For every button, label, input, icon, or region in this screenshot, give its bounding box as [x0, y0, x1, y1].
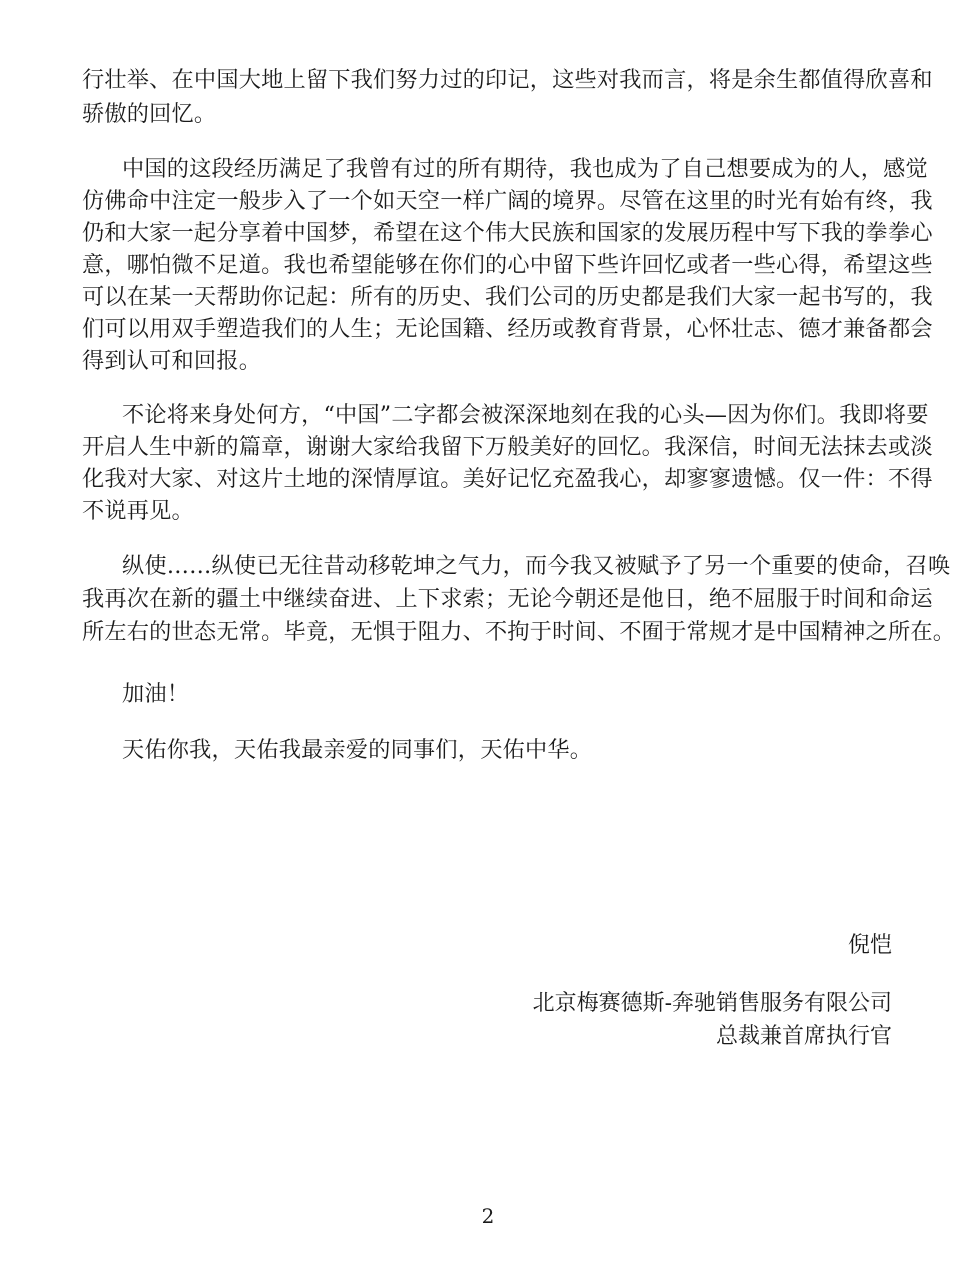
- paragraph-2-line-7: 得到认可和回报。: [82, 348, 262, 374]
- paragraph-6: 天佑你我，天佑我最亲爱的同事们，天佑中华。: [122, 737, 593, 763]
- signature-name: 倪恺: [847, 933, 892, 958]
- paragraph-1-line-1: 行壮举、在中国大地上留下我们努力过的印记，这些对我而言，将是余生都值得欣喜和: [82, 67, 933, 93]
- paragraph-2-line-1: 中国的这段经历满足了我曾有过的所有期待，我也成为了自己想要成为的人，感觉: [122, 156, 928, 182]
- paragraph-3-line-4: 不说再见。: [82, 498, 194, 524]
- paragraph-4-line-2: 我再次在新的疆土中继续奋进、上下求索；无论今朝还是他日，绝不屈服于时间和命运: [82, 586, 933, 612]
- paragraph-2-line-5: 可以在某一天帮助你记起：所有的历史、我们公司的历史都是我们大家一起书写的，我: [82, 284, 933, 310]
- paragraph-4-line-3: 所左右的世态无常。毕竟，无惧于阻力、不拘于时间、不囿于常规才是中国精神之所在。: [82, 619, 956, 645]
- page-number: 2: [481, 1204, 495, 1228]
- paragraph-1-line-2: 骄傲的回忆。: [82, 101, 217, 127]
- paragraph-2-line-3: 仍和大家一起分享着中国梦，希望在这个伟大民族和国家的发展历程中写下我的拳拳心: [82, 220, 933, 246]
- paragraph-3-line-3: 化我对大家、对这片土地的深情厚谊。美好记忆充盈我心，却寥寥遗憾。仅一件：不得: [82, 466, 933, 492]
- paragraph-3-line-2: 开启人生中新的篇章，谢谢大家给我留下万般美好的回忆。我深信，时间无法抹去或淡: [82, 434, 933, 460]
- paragraph-2-line-6: 们可以用双手塑造我们的人生；无论国籍、经历或教育背景，心怀壮志、德才兼备都会: [82, 316, 933, 342]
- signature-company: 北京梅赛德斯-奔驰销售服务有限公司: [532, 991, 892, 1016]
- paragraph-5: 加油！: [122, 681, 190, 707]
- paragraph-2-line-4: 意，哪怕微不足道。我也希望能够在你们的心中留下些许回忆或者一些心得，希望这些: [82, 252, 933, 278]
- paragraph-4-line-1: 纵使……纵使已无往昔动移乾坤之气力，而今我又被赋予了另一个重要的使命，召唤: [122, 553, 951, 579]
- signature-title: 总裁兼首席执行官: [715, 1024, 892, 1049]
- paragraph-3-line-1: 不论将来身处何方，“中国”二字都会被深深地刻在我的心头—因为你们。我即将要: [122, 402, 929, 428]
- paragraph-2-line-2: 仿佛命中注定一般步入了一个如天空一样广阔的境界。尽管在这里的时光有始有终，我: [82, 188, 933, 214]
